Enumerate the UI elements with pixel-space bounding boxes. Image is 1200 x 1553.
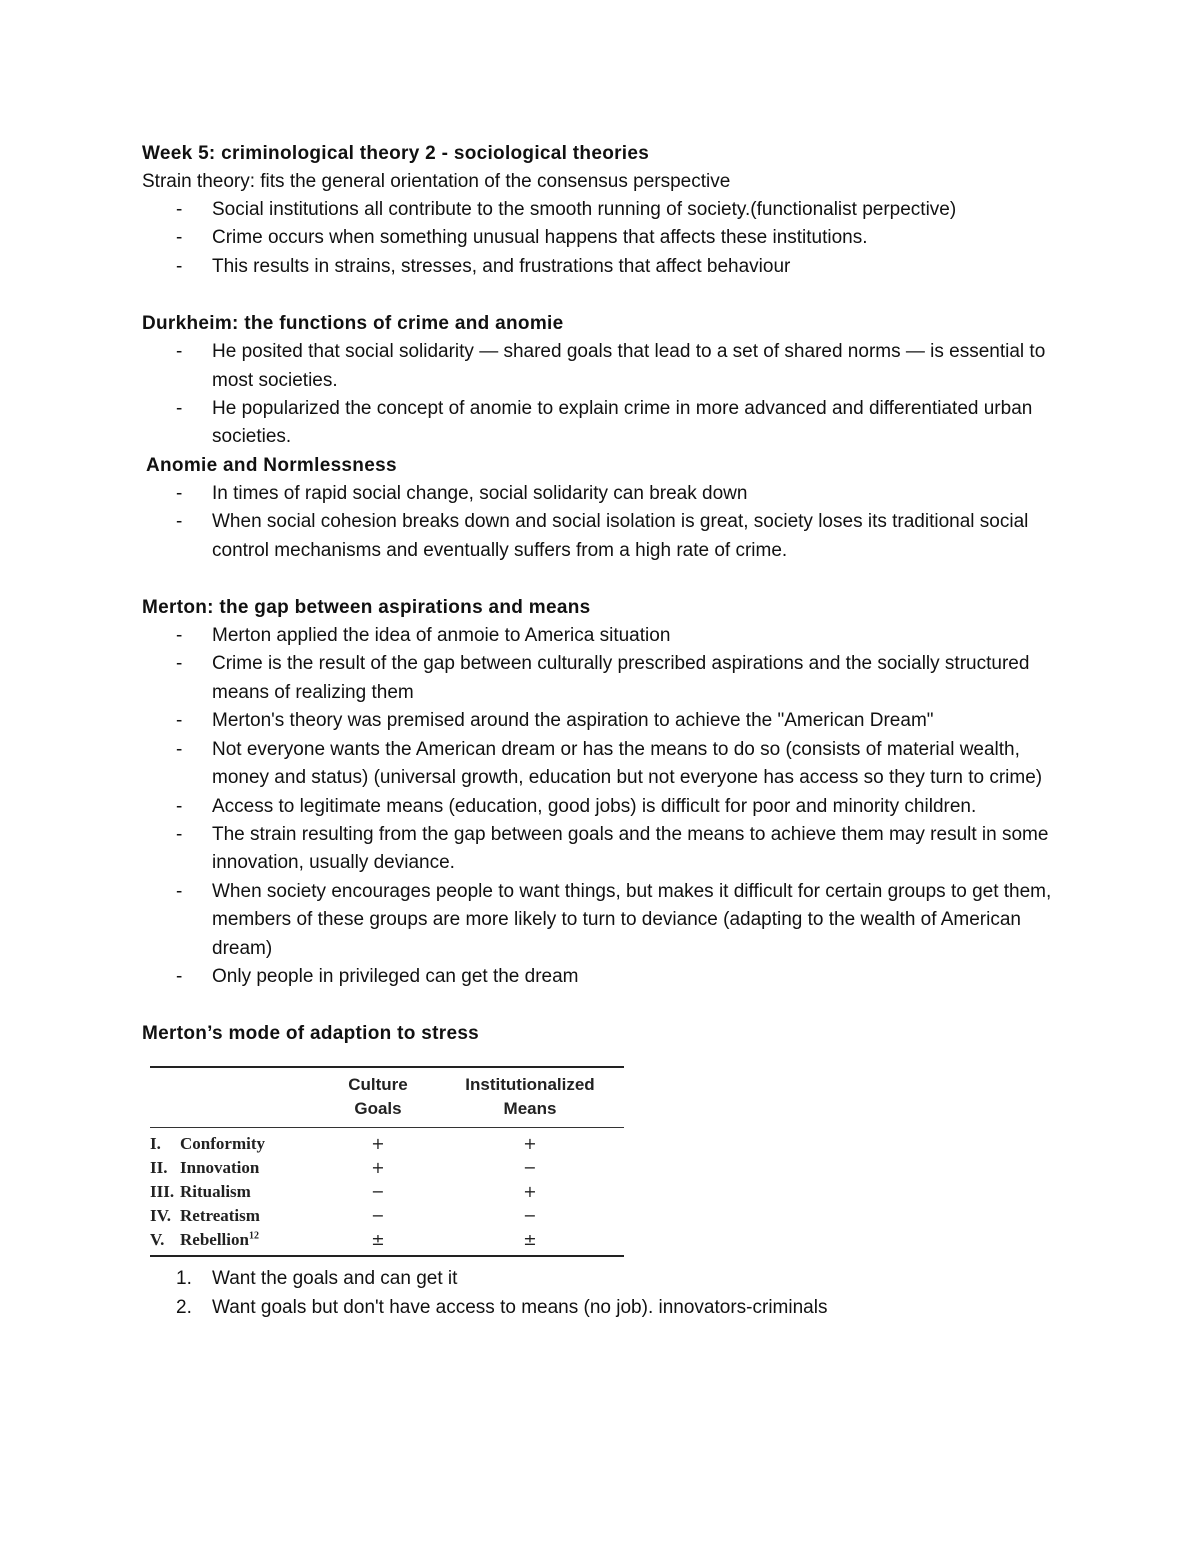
merton-heading: Merton: the gap between aspirations and means	[142, 597, 591, 619]
adaption-table	[150, 1066, 624, 1257]
list-item: - He posited that social solidarity — shared goals that lead to a set of shared norms — is essential to most societies.	[176, 341, 1046, 391]
table-row: IV. Retreatism − −	[150, 1206, 537, 1226]
strain-list	[142, 196, 1072, 281]
list-item: - Merton's theory was premised around the aspiration to achieve the "American Dream"	[176, 710, 934, 732]
merton-list	[142, 622, 1072, 991]
list-item: - When social cohesion breaks down and social isolation is great, society loses its traditional social control mechanisms and eventually suffers from a high rate of crime.	[176, 511, 1029, 561]
anomie-list	[142, 480, 1072, 565]
col-header-culture-goals: Culture Goals	[348, 1075, 408, 1119]
list-item: - In times of rapid social change, social solidarity can break down	[176, 482, 748, 504]
durkheim-heading: Durkheim: the functions of crime and anomie	[142, 313, 564, 335]
table-row: III. Ritualism − +	[150, 1182, 537, 1202]
strain-intro: Strain theory: fits the general orientation of the consensus perspective	[142, 171, 731, 192]
footnote-marker: 12	[248, 1230, 259, 1242]
list-item: 1. Want the goals and can get it	[176, 1268, 458, 1290]
document-page	[142, 140, 1072, 1322]
week-title: Week 5: criminological theory 2 - sociological theories	[142, 143, 650, 164]
list-item: - When society encourages people to want things, but makes it difficult for certain groups to get them, members of these groups are more likely to turn to deviance (adapting to the wealth of American dream)	[176, 880, 1052, 959]
table-row: II. Innovation + −	[150, 1158, 537, 1178]
adaption-heading: Merton’s mode of adaption to stress	[142, 1023, 480, 1045]
list-item: - Access to legitimate means (education, good jobs) is difficult for poor and minority children.	[176, 795, 977, 817]
durkheim-list	[142, 338, 1072, 452]
list-item: 2. Want goals but don't have access to means (no job). innovators-criminals	[176, 1296, 828, 1318]
col-header-institutionalized-means: Institutionalized Means	[465, 1075, 595, 1119]
list-item: - Social institutions all contribute to the smooth running of society.(functionalist perpective)	[176, 199, 957, 220]
list-item: - This results in strains, stresses, and frustrations that affect behaviour	[176, 255, 791, 277]
list-item: - Only people in privileged can get the dream	[176, 965, 579, 987]
table-row: V. Rebellion$^{12}$ ± ±	[150, 1230, 537, 1250]
list-item: - The strain resulting from the gap between goals and the means to achieve them may result in some innovation, usually deviance.	[176, 823, 1049, 874]
list-item: - Crime is the result of the gap between culturally prescribed aspirations and the socially structured means of realizing them	[176, 653, 1030, 703]
list-item: - Crime occurs when something unusual happens that affects these institutions.	[176, 227, 868, 249]
adaption-numbered-list	[142, 1265, 1072, 1322]
table-row: I. Conformity + +	[150, 1134, 537, 1154]
list-item: - He popularized the concept of anomie to explain crime in more advanced and differentiated urban societies.	[176, 398, 1033, 448]
anomie-heading: Anomie and Normlessness	[146, 454, 397, 476]
list-item: - Not everyone wants the American dream or has the means to do so (consists of material wealth, money and status) (universal growth, education but not everyone has access so they turn to crime)	[176, 738, 1043, 789]
list-item: - Merton applied the idea of anmoie to America situation	[176, 625, 671, 647]
